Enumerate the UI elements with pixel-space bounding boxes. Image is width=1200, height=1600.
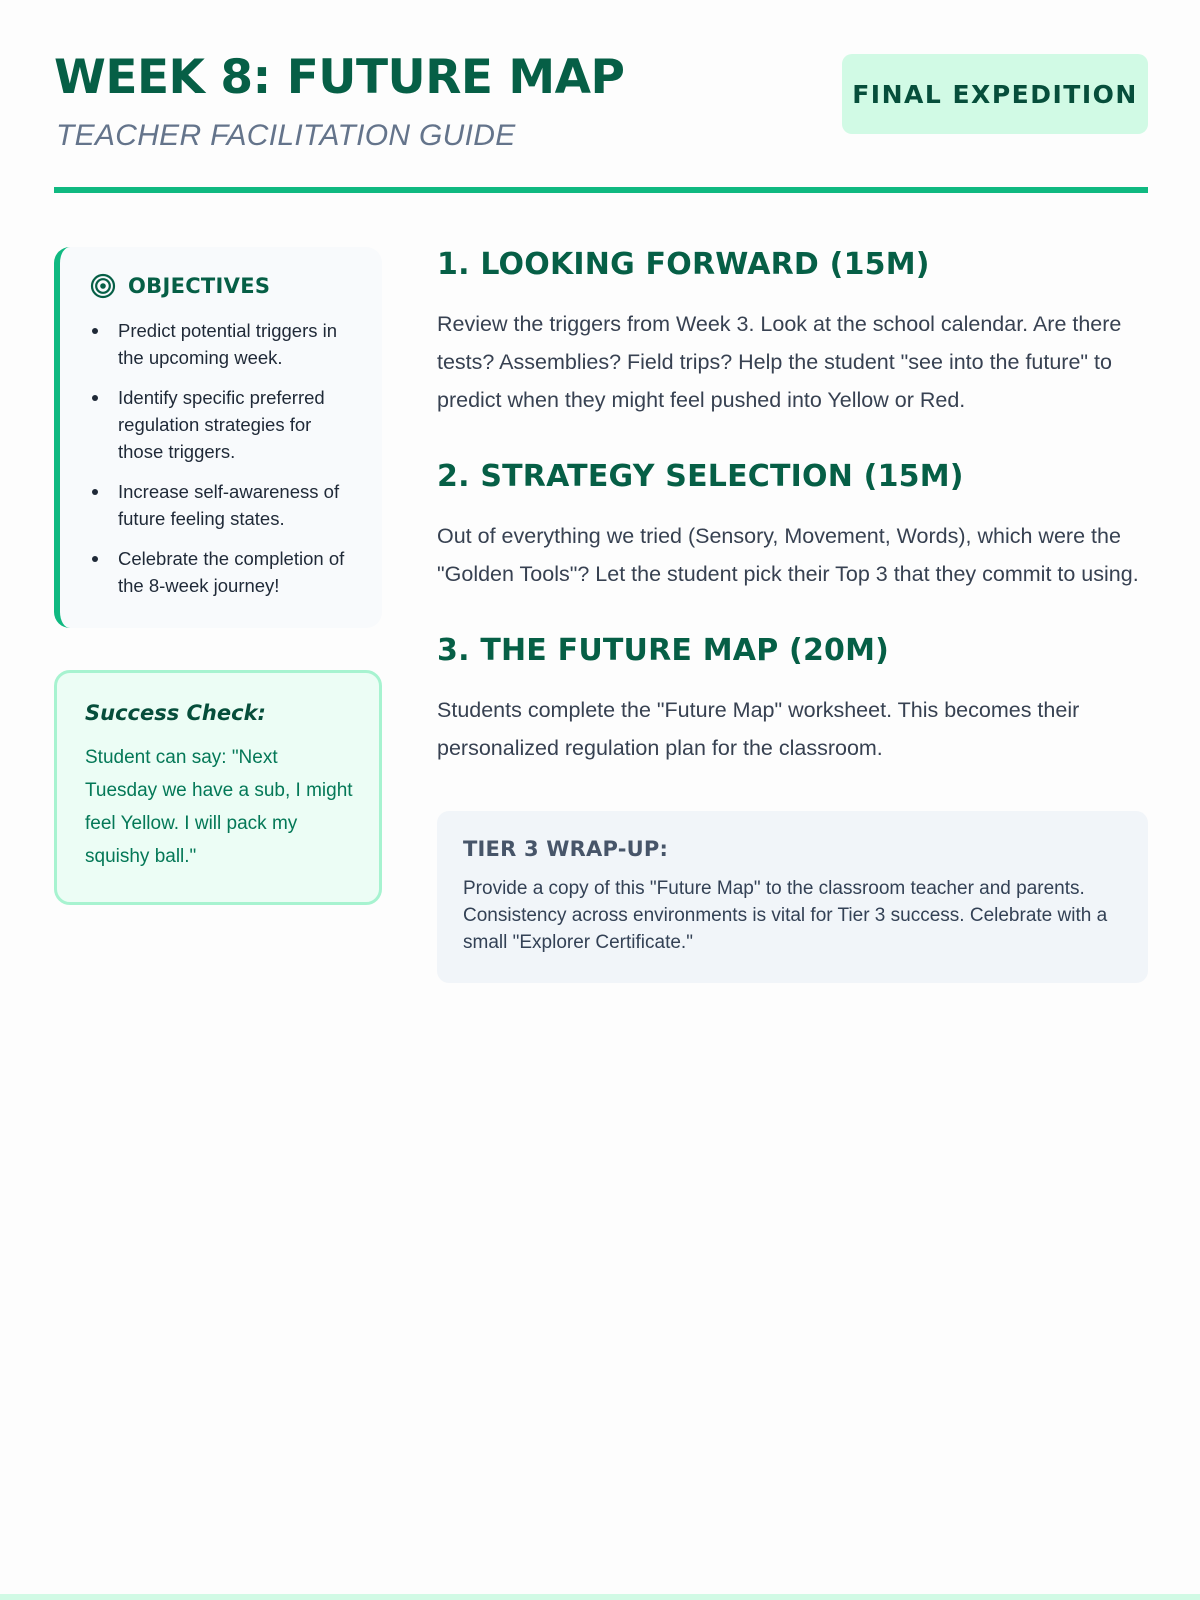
wrapup-title: TIER 3 WRAP-UP: xyxy=(463,837,669,861)
sidebar xyxy=(54,247,382,905)
objectives-title: OBJECTIVES xyxy=(128,274,271,298)
objective-item: Predict potential triggers in the upcoming week. xyxy=(90,317,358,371)
section-body: Out of everything we tried (Sensory, Movement, Words), which were the "Golden Tools"? Let the student pick their Top 3 that they commit to using. xyxy=(437,524,1139,586)
objective-item: Increase self-awareness of future feeling states. xyxy=(90,478,358,532)
objectives-card xyxy=(54,247,382,628)
objective-item: Identify specific preferred regulation strategies for those triggers. xyxy=(90,384,358,465)
section-body: Students complete the "Future Map" worksheet. This becomes their personalized regulation plan for the classroom. xyxy=(437,698,1080,760)
success-check-card xyxy=(54,670,382,905)
header xyxy=(54,0,1148,194)
header-divider xyxy=(54,187,1148,193)
section-future-map xyxy=(437,633,1148,767)
page-subtitle: TEACHER FACILITATION GUIDE xyxy=(56,119,516,152)
success-check-title: Success Check: xyxy=(85,701,266,725)
section-body: Review the triggers from Week 3. Look at the school calendar. Are there tests? Assemblies? Field trips? Help the student "see into the future" to predict when they might feel pushed into Yellow or Red. xyxy=(437,312,1122,412)
section-title: 1. LOOKING FORWARD (15M) xyxy=(437,247,930,282)
objectives-list xyxy=(90,317,358,599)
success-check-text: Student can say: "Next Tuesday we have a sub, I might feel Yellow. I will pack my squishy ball." xyxy=(85,747,353,867)
section-title: 3. THE FUTURE MAP (20M) xyxy=(437,633,890,668)
section-strategy-selection xyxy=(437,459,1148,593)
target-icon xyxy=(90,273,116,299)
section-title: 2. STRATEGY SELECTION (15M) xyxy=(437,459,964,494)
section-looking-forward xyxy=(437,247,1148,419)
objectives-header xyxy=(90,273,358,299)
objective-item: Celebrate the completion of the 8-week journey! xyxy=(90,545,358,599)
page-title: WEEK 8: FUTURE MAP xyxy=(54,50,625,105)
page xyxy=(54,0,1148,953)
tier3-wrapup-box xyxy=(437,811,1148,983)
main-content xyxy=(437,247,1148,983)
wrapup-text: Provide a copy of this "Future Map" to the classroom teacher and parents. Consistency across environments is vital for Tier 3 success. Celebrate with a small "Explorer Certificate." xyxy=(463,878,1108,953)
footer-strip xyxy=(0,1594,1200,1600)
expedition-badge: FINAL EXPEDITION xyxy=(842,54,1148,134)
